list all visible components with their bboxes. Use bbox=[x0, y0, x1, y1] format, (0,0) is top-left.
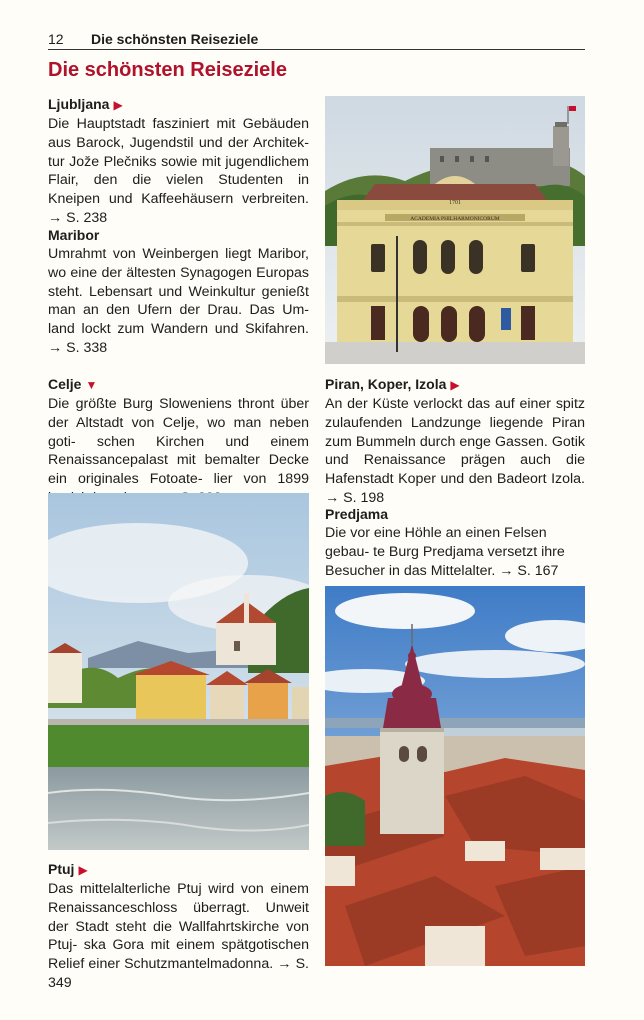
meadow bbox=[48, 725, 309, 767]
cloud bbox=[335, 593, 475, 629]
text-line: mit bemalter Decke ein originales Fotoate- bbox=[48, 452, 309, 488]
photo-celje-river bbox=[48, 493, 309, 850]
text-line: Flair, den die vielen Studenten in Kneipen bbox=[48, 172, 309, 208]
ptuj-illustration bbox=[325, 586, 585, 966]
entry-name: Ptuj bbox=[48, 861, 75, 877]
entry-heading bbox=[48, 375, 309, 395]
photo-ptuj-tower bbox=[325, 586, 585, 966]
text-line: zulaufenden Landzunge liegende Piran zum bbox=[325, 414, 585, 450]
entry-name: Celje bbox=[48, 376, 82, 392]
text-line: Renaissance prägen auch die Hafenstadt bbox=[325, 452, 585, 488]
entry-heading bbox=[48, 226, 309, 245]
entry-piran bbox=[325, 375, 585, 508]
entry-maribor bbox=[48, 226, 309, 358]
text-line: das Mittelalter. → S. 167 bbox=[403, 562, 559, 579]
distant-hills bbox=[325, 718, 585, 728]
text-line: Die vor eine Höhle an einen Felsen gebau- bbox=[325, 525, 547, 560]
text-line: lier von 1899 bbox=[213, 471, 309, 488]
text-line: aus Barock, Jugendstil und der Architek- bbox=[48, 134, 309, 151]
entry-name: Ljubljana bbox=[48, 96, 110, 112]
down-marker-icon: ▼ bbox=[85, 378, 98, 392]
play-marker-icon: ▶ bbox=[78, 863, 88, 877]
text-line: Das mittelalterliche Ptuj wird von einem bbox=[48, 881, 309, 897]
building-year: 1701 bbox=[449, 200, 461, 206]
river bbox=[48, 767, 309, 850]
entry-ljubljana bbox=[48, 95, 309, 228]
entry-heading bbox=[48, 860, 309, 880]
entry-ptuj bbox=[48, 860, 309, 993]
plaza bbox=[325, 342, 585, 364]
entry-text bbox=[325, 395, 585, 508]
text-line: Umrahmt von Weinbergen liegt Maribor, bbox=[48, 246, 309, 262]
entry-text bbox=[48, 245, 309, 358]
entry-name: Maribor bbox=[48, 227, 100, 243]
riverbank-road bbox=[48, 719, 309, 725]
text-line: man an den Ufern der Drau. Das Um- bbox=[48, 302, 309, 319]
text-line: land lockt zum Wandern und Skifahren. bbox=[48, 321, 309, 338]
entry-celje bbox=[48, 375, 309, 508]
play-marker-icon: ▶ bbox=[113, 98, 123, 112]
entry-heading bbox=[325, 505, 585, 524]
text-line: Koper und den Badeort Izola. → S. 198 bbox=[325, 471, 585, 506]
photo-ljubljana-philharmonic bbox=[325, 96, 585, 364]
text-line: An der Küste verlockt das auf einer spitz bbox=[325, 396, 585, 412]
entry-text bbox=[325, 524, 585, 580]
entry-name: Piran, Koper, Izola bbox=[325, 376, 447, 392]
cloud bbox=[405, 650, 585, 678]
entry-heading bbox=[48, 95, 309, 115]
text-line: Die größte Burg Sloweniens thront über bbox=[48, 396, 309, 412]
text-line: Renaissanceschloss überragt. Unweit der bbox=[48, 899, 309, 935]
entry-name: Predjama bbox=[325, 506, 389, 522]
entry-text bbox=[48, 115, 309, 228]
philharmonic-illustration bbox=[325, 96, 585, 364]
celje-illustration bbox=[48, 493, 309, 850]
page-title: Die schönsten Reiseziele bbox=[48, 59, 287, 81]
running-title: Die schönsten Reiseziele bbox=[91, 31, 259, 47]
entry-text bbox=[48, 880, 309, 993]
text-line: → S. 338 bbox=[48, 339, 108, 356]
text-line: Stadt steht die Wallfahrtskirche von Ptuj- bbox=[48, 918, 309, 954]
text-line: tur Jože Plečniks sowie mit jugendlichem bbox=[48, 153, 309, 170]
play-marker-icon: ▶ bbox=[450, 378, 460, 392]
text-line: der Altstadt von Celje, wo man neben goti- bbox=[48, 414, 309, 450]
entry-heading bbox=[325, 375, 585, 395]
entry-predjama bbox=[325, 505, 585, 580]
text-line: wo eine der ältesten Synagogen Europas bbox=[48, 264, 309, 281]
entry-text bbox=[48, 395, 309, 508]
text-line: ska Gora mit einem spätgotischen Relief bbox=[48, 937, 309, 973]
text-line: steht. Lebensart und Weinkultur genießt bbox=[48, 283, 309, 300]
text-line: te Burg Predjama versetzt ihre Besucher in bbox=[325, 543, 565, 579]
text-line: Die Hauptstadt fasziniert mit Gebäuden bbox=[48, 116, 309, 132]
text-line: schen Kirchen und einem Renaissancepalast bbox=[48, 433, 309, 469]
building-sign: ACADEMIA PHILHARMONICORUM bbox=[410, 216, 500, 222]
text-line: einer Schutzmantelmadonna. → S. 349 bbox=[48, 956, 309, 991]
tree bbox=[325, 792, 365, 846]
text-line: Bummeln durch enge Gassen. Gotik und bbox=[325, 433, 585, 469]
page-number: 12 bbox=[48, 31, 64, 47]
running-head bbox=[48, 30, 585, 50]
text-line: und Kaffeehäusern verbreiten. → S. 238 bbox=[48, 191, 309, 226]
